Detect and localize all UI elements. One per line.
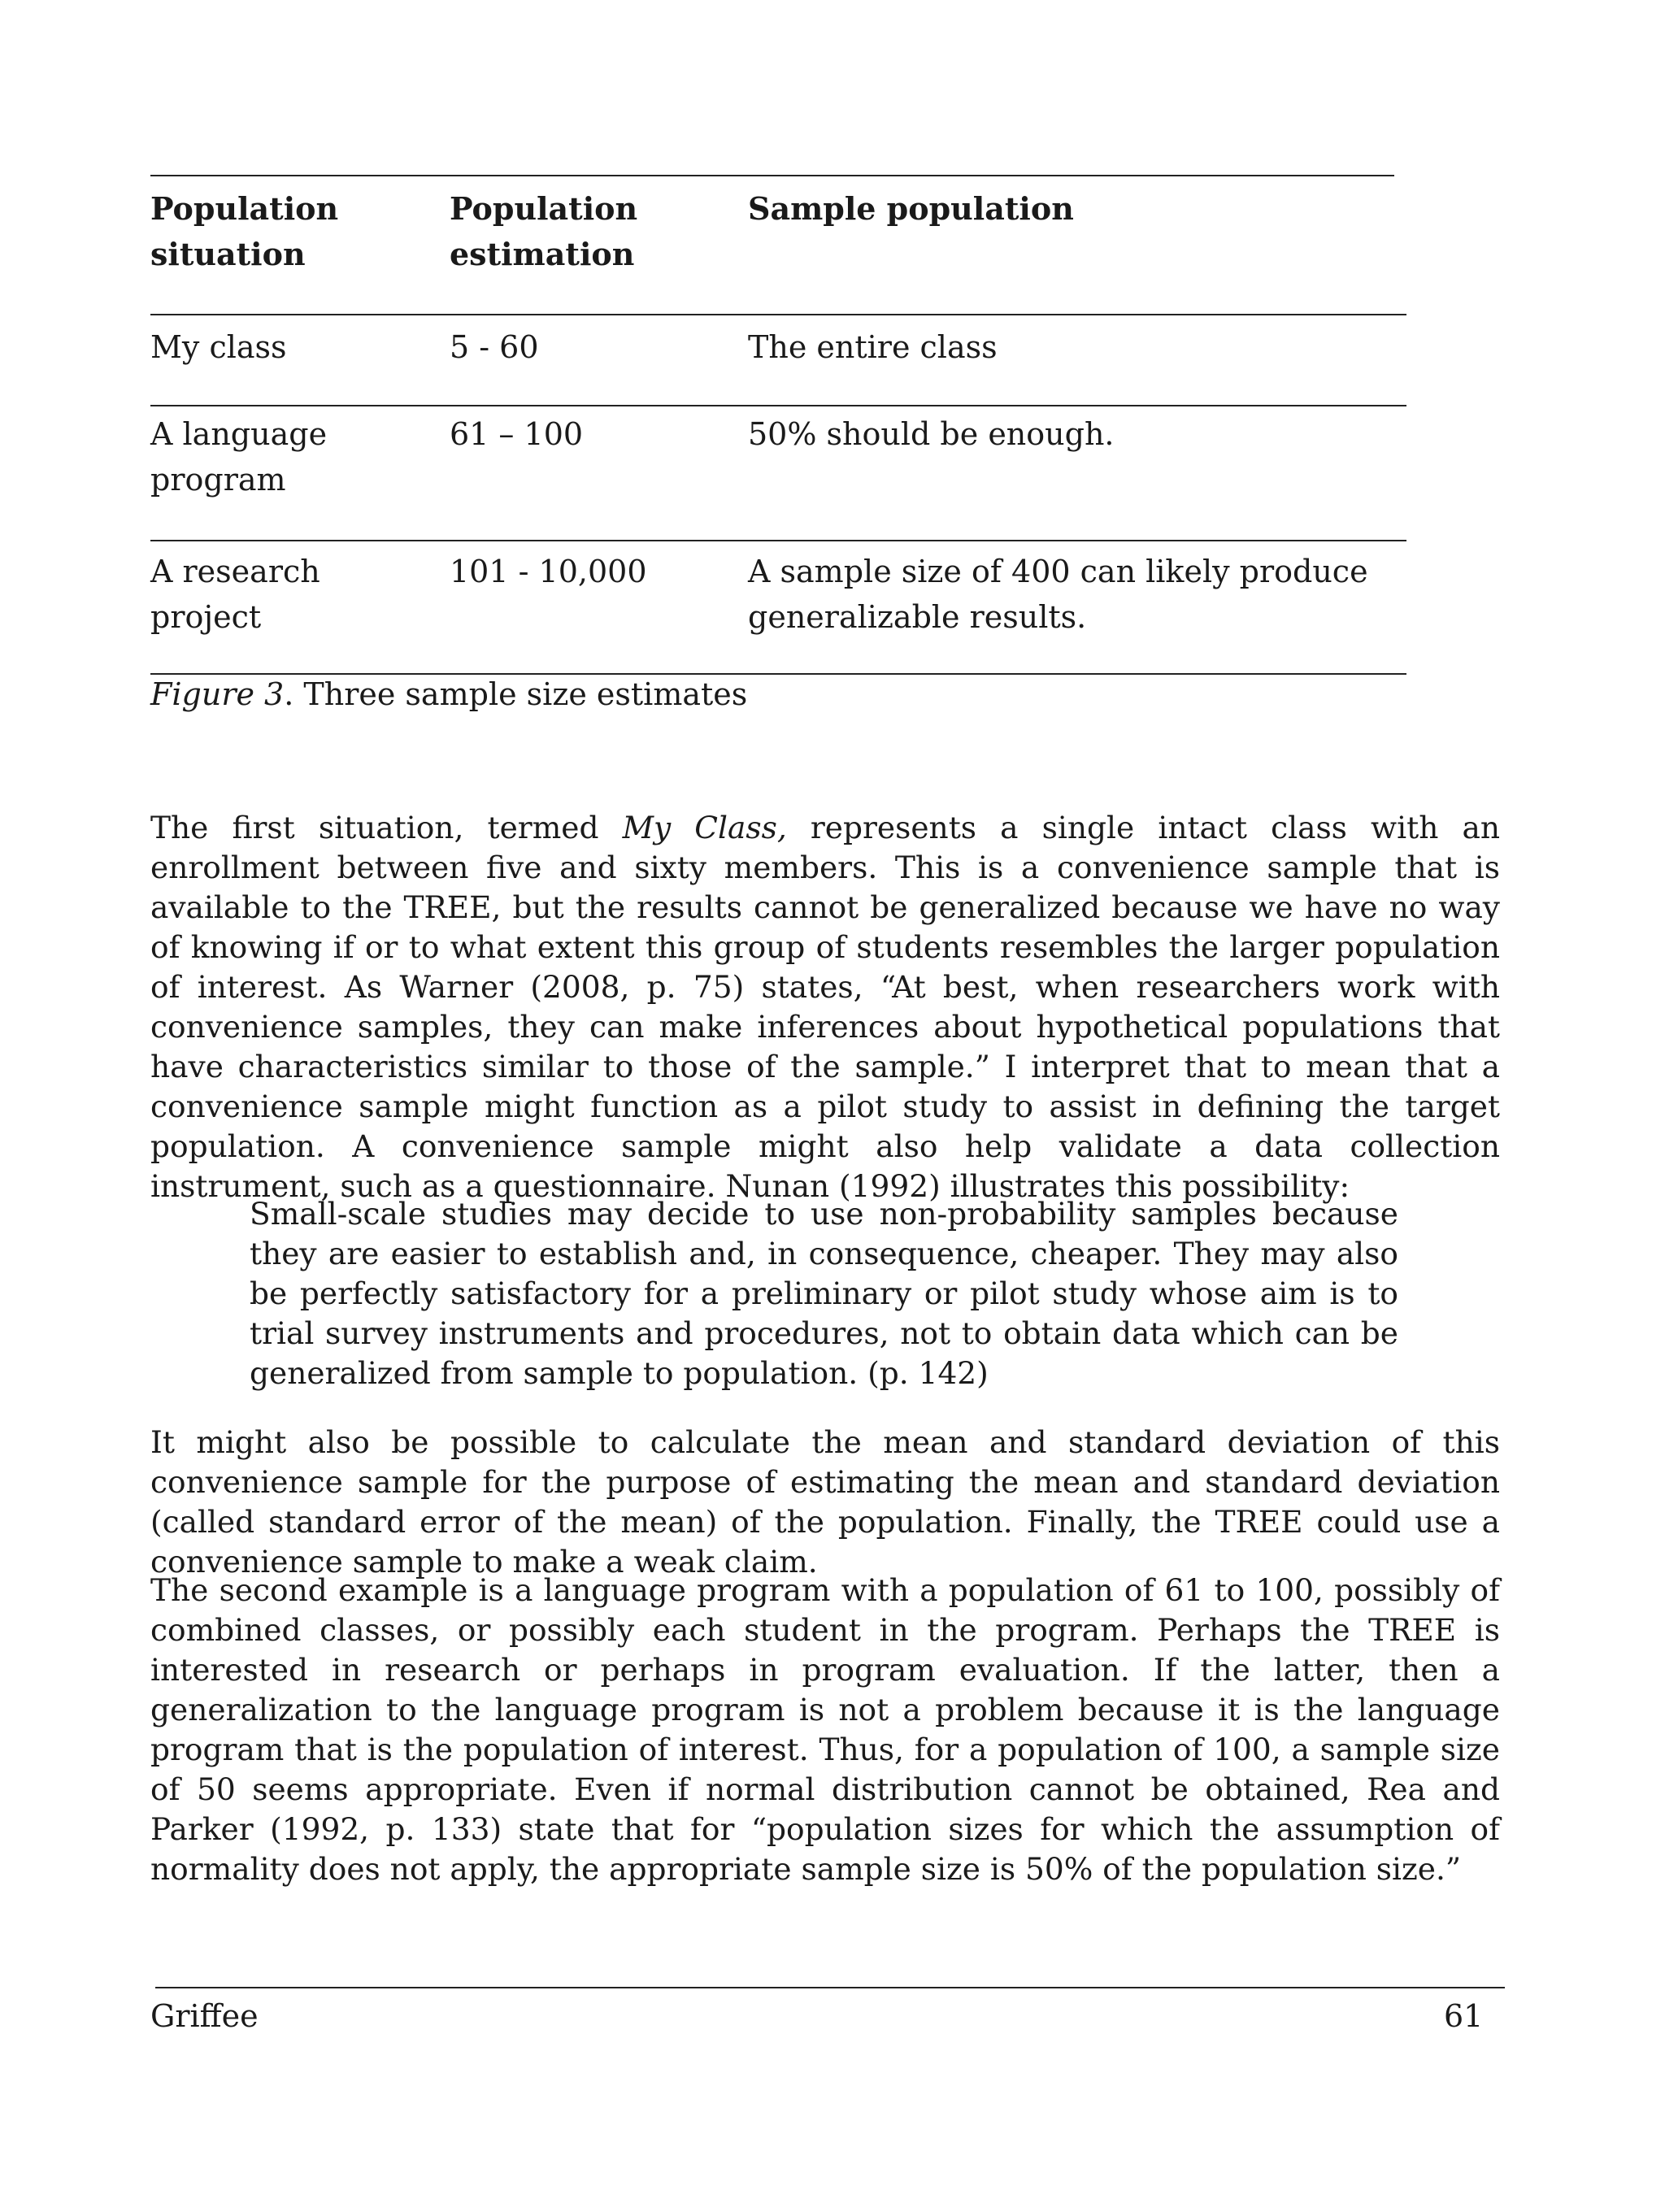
table-row xyxy=(150,540,1406,675)
header-population-situation: Population situation xyxy=(150,190,339,272)
figure-label: Figure 3 xyxy=(150,676,285,712)
cell-estimation: 5 - 60 xyxy=(450,329,539,365)
page-number: 61 xyxy=(1444,1998,1484,2034)
figure-caption xyxy=(150,671,747,717)
italic-term: My Class, xyxy=(622,810,787,845)
paragraph-language-program: The second example is a language program with a population of 61 to 100, possibly of combined classes, or possibly each student in the program. Perhaps the TREE is interested in research or perhaps in program evaluation. If the latter, then a generalization to the language program is not a problem because it is the language program that is the population of interest. Thus, for a population of 100, a sample size of 50 seems appropriate. Even if normal distribution cannot be obtained, Rea and Parker (1992, p. 133) state that for “population sizes for which the assumption of normality does not apply, the appropriate sample size is 50% of the population size.” xyxy=(150,1572,1500,1887)
block-quote: Small-scale studies may decide to use non-probability samples because they are easier to establish and, in consequence, cheaper. They may also be perfectly satisfactory for a preliminary or pilot study whose aim is to trial survey instruments and procedures, not to obtain data which can be generalized from sample to population. (p. 142) xyxy=(250,1196,1398,1391)
table-top-rule xyxy=(150,175,1394,176)
footer-author: Griffee xyxy=(150,1998,259,2034)
cell-sample: 50% should be enough. xyxy=(748,416,1115,452)
cell-sample: The entire class xyxy=(748,329,998,365)
header-sample-population: Sample population xyxy=(748,190,1074,227)
table-header-row xyxy=(150,186,1406,315)
table-row xyxy=(150,314,1406,406)
figure-caption-text: . Three sample size estimates xyxy=(284,676,748,712)
paragraph-text: The first situation, termed xyxy=(150,810,623,845)
table-row xyxy=(150,405,1406,541)
cell-situation: My class xyxy=(150,329,287,365)
cell-estimation: 101 - 10,000 xyxy=(450,554,647,589)
cell-estimation: 61 – 100 xyxy=(450,416,584,452)
cell-sample: A sample size of 400 can likely produce generalizable results. xyxy=(748,554,1368,635)
header-population-estimation: Population estimation xyxy=(450,190,638,272)
cell-situation: A research project xyxy=(150,554,320,635)
footer-rule xyxy=(155,1987,1505,1988)
paragraph-my-class xyxy=(150,808,1500,1206)
paragraph-text: represents a single intact class with an enrollment between five and sixty members. This is a convenience sample that is available to the TREE, but the results cannot be generalized because we have no way of knowing if or to what extent this group of students resembles the larger population of interest. As Warner (2008, p. 75) states, “At best, when researchers work with convenience samples, they can make inferences about hypothetical populations that have characteristics similar to those of the sample.” I interpret that to mean that a convenience sample might function as a pilot study to assist in defining the target population. A convenience sample might also help validate a data collection instrument, such as a questionnaire. Nunan (1992) illustrates this possibility: xyxy=(150,810,1500,1204)
cell-situation: A language program xyxy=(150,416,328,498)
paragraph-mean-sd: It might also be possible to calculate the mean and standard deviation of this convenience sample for the purpose of estimating the mean and standard deviation (called standard error of the mean) of the population. Finally, the TREE could use a convenience sample to make a weak claim. xyxy=(150,1424,1500,1580)
